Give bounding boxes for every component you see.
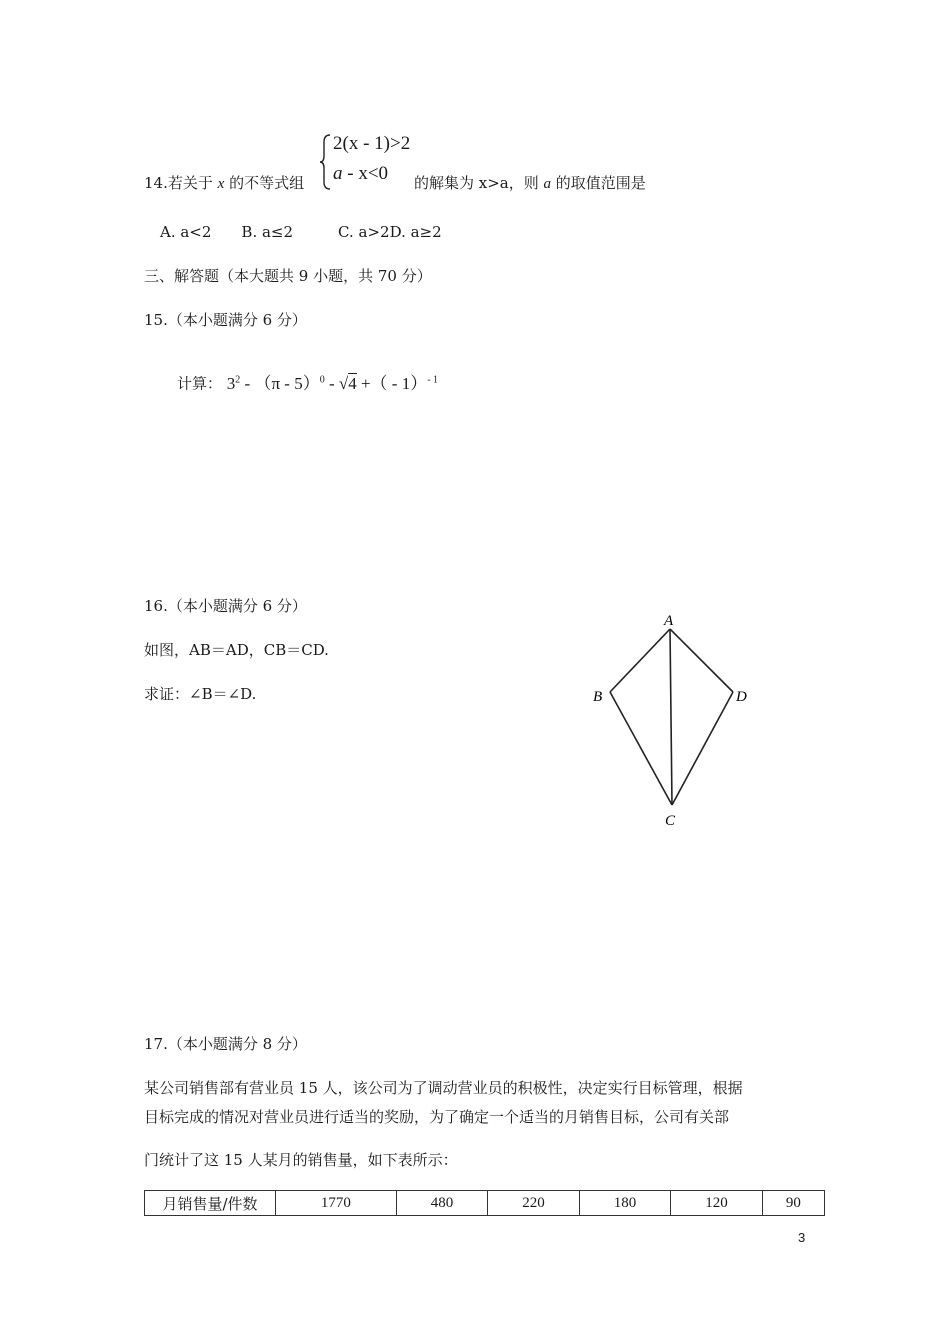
table-cell: 180 [579, 1191, 671, 1216]
sales-table [144, 1190, 825, 1216]
kite-lines [610, 629, 733, 805]
sys-line2-rest: - x<0 [342, 163, 389, 184]
q17-paragraph-line-2: 目标完成的情况对营业员进行适当的奖励，为了确定一个适当的月销售目标，公司有关部 [144, 1108, 730, 1126]
q14-suffix-b: 的取值范围是 [551, 174, 646, 192]
q17-title: 17.（本小题满分 8 分） [144, 1035, 307, 1053]
table-cell: 120 [671, 1191, 763, 1216]
kite-figure [570, 605, 770, 835]
q16-prove: 求证：∠B＝∠D. [144, 685, 257, 703]
q14-options: A. a<2 B. a≤2 C. a>2D. a≥2 [160, 223, 442, 241]
table-cell: 1770 [276, 1191, 397, 1216]
q14-mid: 的不等式组 [224, 174, 305, 192]
segment-ab [610, 629, 670, 692]
q14-stem [144, 173, 304, 194]
q14-var-a: a [543, 176, 552, 192]
segment-ac [670, 629, 672, 805]
q17-paragraph-line-3: 门统计了这 15 人某月的销售量，如下表所示： [144, 1151, 458, 1169]
formula-exp-3: - 1 [427, 374, 439, 385]
inequality-system-line-2 [333, 163, 388, 185]
inequality-system-brace [320, 134, 332, 190]
table-row [145, 1191, 825, 1216]
inequality-system-line-1: 2(x - 1)>2 [333, 133, 411, 154]
segment-bc [610, 692, 672, 805]
formula-base: 3 [226, 373, 236, 393]
q16-given: 如图，AB＝AD，CB＝CD. [144, 641, 329, 659]
vertex-label-b: B [593, 689, 603, 705]
q15-expression [177, 370, 438, 394]
calc-formula [227, 374, 438, 393]
calc-label: 计算： [177, 374, 223, 393]
table-cell: 90 [762, 1191, 824, 1216]
q16-title: 16.（本小题满分 6 分） [144, 597, 307, 615]
q17-paragraph-line-1: 某公司销售部有营业员 15 人，该公司为了调动营业员的积极性，决定实行目标管理，根据 [144, 1079, 743, 1097]
formula-sqrt-prefix: - [324, 373, 339, 393]
table-cell: 220 [488, 1191, 580, 1216]
segment-dc [672, 692, 733, 805]
vertex-label-a: A [664, 613, 674, 629]
formula-tail: +（ - 1） [356, 373, 428, 393]
formula-exp-2: 0 [319, 374, 325, 385]
sqrt-value: 4 [348, 373, 357, 393]
vertex-label-d: D [736, 689, 747, 705]
vertex-label-c: C [665, 813, 676, 829]
table-cell: 480 [396, 1191, 488, 1216]
sqrt-sign: √ [338, 373, 349, 393]
formula-exp-1: 2 [235, 374, 241, 385]
section-heading: 三、解答题（本大题共 9 小题，共 70 分） [144, 267, 432, 285]
page-number: 3 [798, 1230, 806, 1245]
segment-ad [670, 629, 733, 692]
q14-prefix: 14.若关于 [144, 174, 218, 192]
q14-var-x: x [217, 176, 225, 192]
sys-var-a: a [333, 163, 343, 184]
q15-title: 15.（本小题满分 6 分） [144, 311, 307, 329]
table-header-cell: 月销售量/件数 [145, 1191, 276, 1216]
formula-mid: - （π - 5） [240, 373, 320, 393]
q14-suffix-a: 的解集为 x>a，则 [414, 174, 544, 192]
q14-stem-suffix [414, 173, 646, 194]
